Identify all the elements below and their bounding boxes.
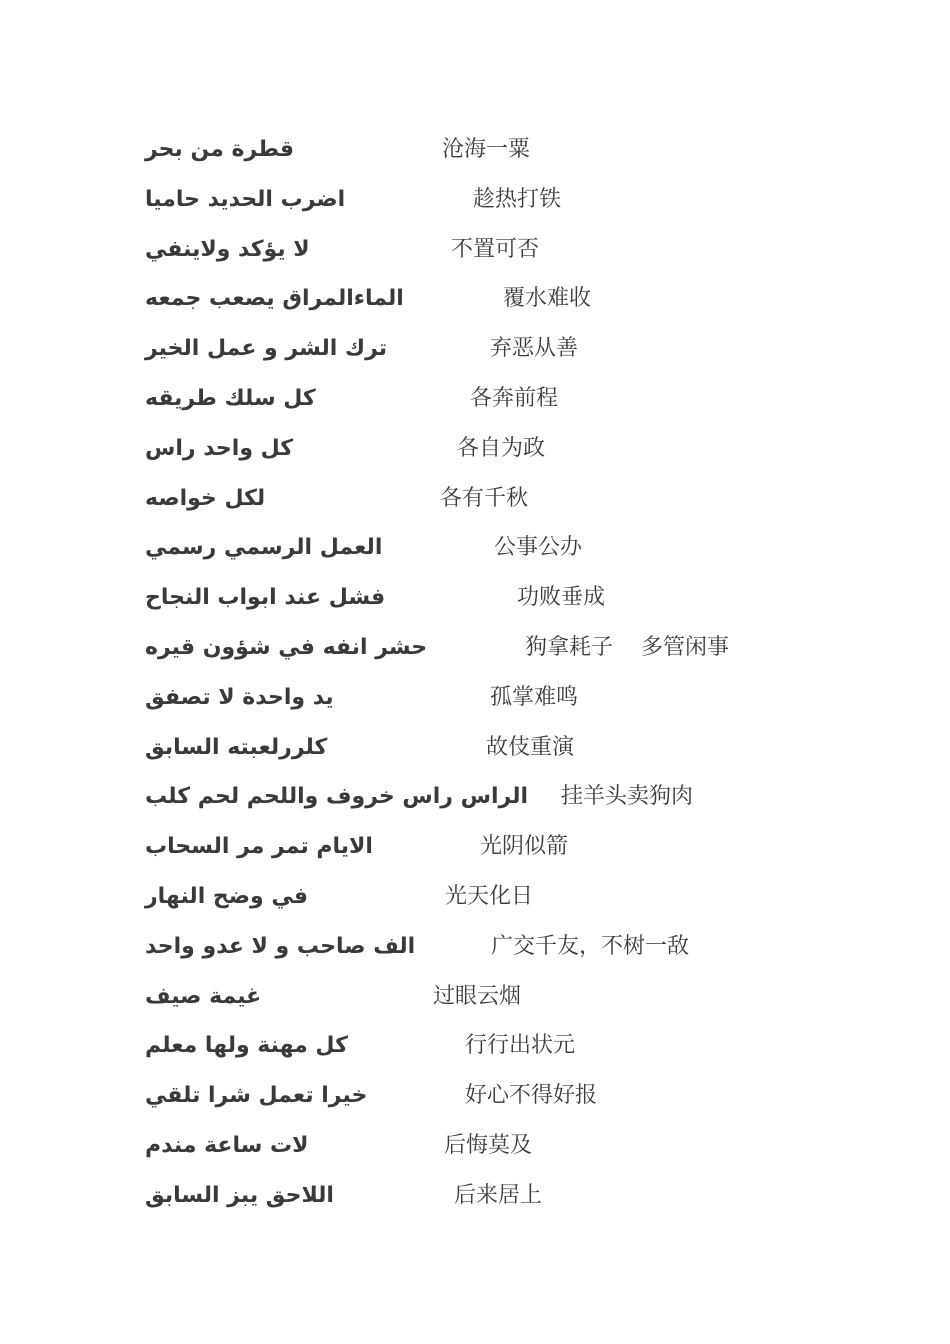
- phrase-row: [0, 1178, 950, 1228]
- chinese-idiom: 各自为政: [457, 435, 546, 461]
- arabic-phrase: كلررلعبته السابق: [145, 734, 328, 760]
- phrase-row: [0, 381, 950, 431]
- phrase-row: [0, 829, 950, 879]
- phrase-list: [0, 132, 950, 1228]
- chinese-idiom: 沧海一粟: [442, 137, 531, 162]
- arabic-phrase: في وضح النهار: [145, 883, 309, 909]
- arabic-phrase: فشل عند ابواب النجاح: [145, 585, 386, 611]
- phrase-row: [0, 580, 950, 630]
- chinese-idiom: 孤掌难鸣: [490, 684, 579, 710]
- chinese-idiom: 光天化日: [445, 883, 534, 909]
- phrase-row: [0, 281, 950, 331]
- chinese-idiom: 广交千友，不树一敌: [491, 933, 690, 959]
- chinese-idiom: 各有千秋: [440, 485, 529, 511]
- chinese-idiom: 弃恶从善: [490, 336, 579, 362]
- chinese-idiom: 覆水难收: [503, 286, 592, 312]
- chinese-idiom: 功败垂成: [517, 585, 606, 611]
- arabic-phrase: كل مهنة ولها معلم: [145, 1033, 348, 1059]
- arabic-phrase: لكل خواصه: [145, 485, 266, 511]
- chinese-idiom: 各奔前程: [470, 385, 559, 411]
- chinese-idiom: 趁热打铁: [473, 186, 562, 212]
- phrase-row: [0, 730, 950, 780]
- chinese-idiom: 狗拿耗子 多管闲事: [525, 634, 729, 660]
- chinese-idiom: 挂羊头卖狗肉: [561, 784, 694, 810]
- phrase-row: [0, 1078, 950, 1128]
- phrase-row: [0, 1128, 950, 1178]
- arabic-phrase: اللاحق يبز السابق: [145, 1182, 334, 1208]
- arabic-phrase: لات ساعة مندم: [145, 1132, 309, 1158]
- phrase-row: [0, 879, 950, 929]
- arabic-phrase: اضرب الحديد حاميا: [145, 186, 346, 212]
- phrase-row: [0, 979, 950, 1029]
- arabic-phrase: كل واحد راس: [145, 435, 294, 461]
- phrase-row: [0, 431, 950, 481]
- phrase-row: [0, 331, 950, 381]
- phrase-row: [0, 779, 950, 829]
- chinese-idiom: 行行出状元: [465, 1033, 576, 1059]
- chinese-idiom: 光阴似箭: [480, 834, 569, 860]
- chinese-idiom: 不置可否: [451, 236, 540, 262]
- chinese-idiom: 好心不得好报: [465, 1083, 598, 1109]
- chinese-idiom: 后来居上: [454, 1182, 543, 1208]
- phrase-row: [0, 1028, 950, 1078]
- phrase-row: [0, 680, 950, 730]
- phrase-row: [0, 530, 950, 580]
- arabic-phrase: الف صاحب و لا عدو واحد: [145, 933, 416, 959]
- arabic-phrase: لا يؤكد ولاينفي: [145, 236, 310, 262]
- arabic-phrase: قطرة من بحر: [145, 137, 295, 162]
- arabic-phrase: حشر انفه في شؤون قيره: [145, 634, 428, 660]
- phrase-row: [0, 132, 950, 182]
- arabic-phrase: يد واحدة لا تصفق: [145, 684, 334, 710]
- phrase-row: [0, 929, 950, 979]
- chinese-idiom: 过眼云烟: [433, 983, 522, 1009]
- phrase-row: [0, 630, 950, 680]
- chinese-idiom: 公事公办: [494, 535, 583, 561]
- arabic-phrase: الماءالمراق يصعب جمعه: [145, 286, 404, 312]
- phrase-row: [0, 182, 950, 232]
- arabic-phrase: ترك الشر و عمل الخير: [145, 336, 388, 362]
- arabic-phrase: كل سلك طريقه: [145, 385, 316, 411]
- phrase-row: [0, 481, 950, 531]
- arabic-phrase: خيرا تعمل شرا تلقي: [145, 1083, 368, 1109]
- arabic-phrase: الايام تمر مر السحاب: [145, 834, 373, 860]
- chinese-idiom: 后悔莫及: [444, 1132, 533, 1158]
- arabic-phrase: العمل الرسمي رسمي: [145, 535, 383, 561]
- phrase-row: [0, 232, 950, 282]
- arabic-phrase: الراس راس خروف واللحم لحم كلب: [145, 784, 529, 810]
- arabic-phrase: غيمة صيف: [145, 983, 262, 1009]
- chinese-idiom: 故伎重演: [486, 734, 575, 760]
